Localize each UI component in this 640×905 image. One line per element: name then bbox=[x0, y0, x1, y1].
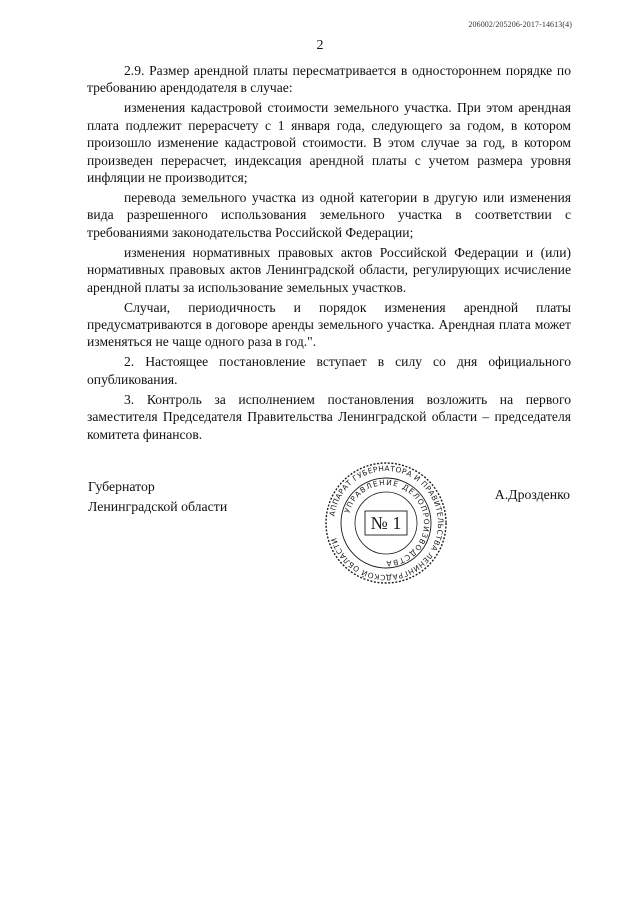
paragraph-frequency: Случаи, периодичность и порядок изменения арендной платы предусматриваются в договоре аренды земельного участка. Арендная плата может изменяться не чаще одного раза в год.". bbox=[87, 299, 571, 350]
document-code: 206002/205206-2017-14613(4) bbox=[468, 20, 572, 29]
page-number: 2 bbox=[316, 38, 324, 53]
official-seal-stamp bbox=[324, 461, 448, 585]
paragraph-2-9: 2.9. Размер арендной платы пересматривается в одностороннем порядке по требованию арендодателя в случае: bbox=[87, 63, 571, 96]
paragraph-effective-date: 2. Настоящее постановление вступает в силу со дня официального опубликования. bbox=[87, 354, 571, 387]
paragraph-cadastral-change: изменения кадастровой стоимости земельного участка. При этом арендная плата подлежит перерасчету с 1 января года, следующего за годом, в котором произошло изменение кадастровой стоимости. В этом случае за год, в котором произведен перерасчет, индексация арендной платы с учетом размера уровня инфляции не производится; bbox=[87, 100, 571, 186]
signatory-title bbox=[88, 477, 227, 517]
seal-outer-text: АППАРАТ ГУБЕРНАТОРА И ПРАВИТЕЛЬСТВА ЛЕНИНГРАДСКОЙ ОБЛАСТИ bbox=[327, 463, 446, 583]
paragraph-control: 3. Контроль за исполнением постановления возложить на первого заместителя Председателя Правительства Ленинградской области – председателя комитета финансов. bbox=[87, 391, 571, 442]
paragraph-legal-acts-change: изменения нормативных правовых актов Российской Федерации и (или) нормативных правовых актов Ленинградской области, регулирующих исчисление арендной платы за использование земельных участков. bbox=[87, 244, 571, 295]
paragraph-category-change: перевода земельного участка из одной категории в другую или изменения вида разрешенного использования земельного участка в соответствии с требованиями законодательства Российской Федерации; bbox=[87, 190, 571, 240]
signatory-title-line1: Губернатор bbox=[88, 479, 155, 494]
signatory-name: А.Дрозденко bbox=[494, 487, 570, 502]
seal-inner-text: УПРАВЛЕНИЕ ДЕЛОПРОИЗВОДСТВА bbox=[342, 477, 432, 569]
document-body bbox=[87, 62, 571, 446]
seal-number: № 1 bbox=[370, 513, 402, 533]
signatory-title-line2: Ленинградской области bbox=[88, 499, 228, 514]
